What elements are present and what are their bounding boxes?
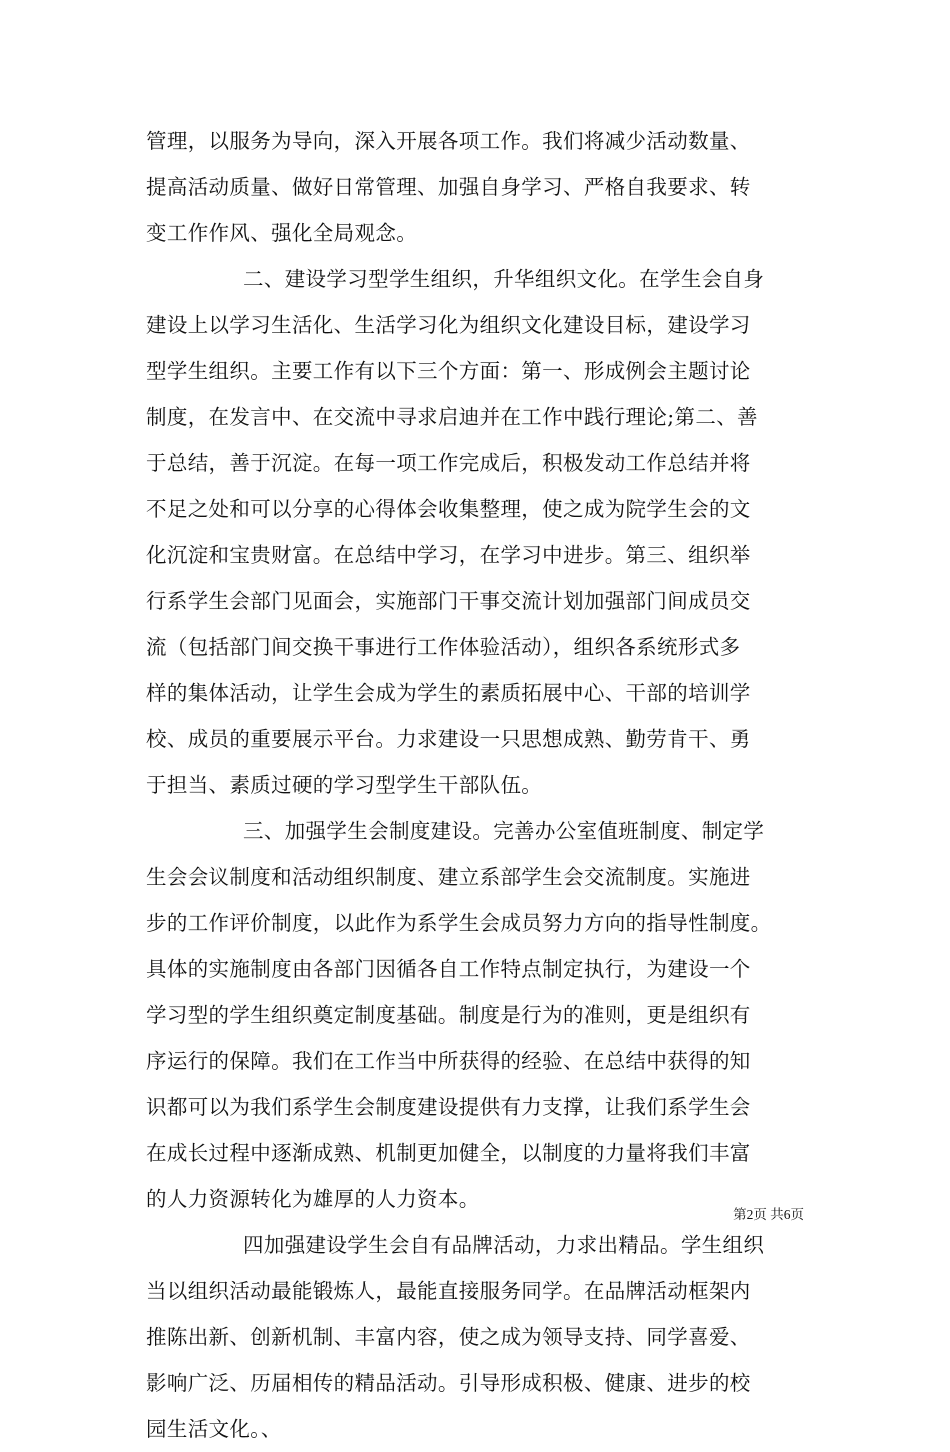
text-line: 三、加强学生会制度建设。完善办公室值班制度、制定学	[243, 819, 765, 843]
text-line: 步的工作评价制度，以此作为系学生会成员努力方向的指导性制度。	[146, 911, 772, 935]
text-line: 影响广泛、历届相传的精品活动。引导形成积极、健康、进步的校	[146, 1371, 751, 1395]
text-line: 制度，在发言中、在交流中寻求启迪并在工作中践行理论;第二、善	[146, 405, 758, 429]
text-line: 校、成员的重要展示平台。力求建设一只思想成熟、勤劳肯干、勇	[146, 727, 751, 751]
text-line: 不足之处和可以分享的心得体会收集整理，使之成为院学生会的文	[146, 497, 751, 521]
text-line: 样的集体活动，让学生会成为学生的素质拓展中心、干部的培训学	[146, 681, 751, 705]
text-line: 学习型的学生组织奠定制度基础。制度是行为的准则，更是组织有	[146, 1003, 751, 1027]
text-line: 当以组织活动最能锻炼人，最能直接服务同学。在品牌活动框架内	[146, 1279, 751, 1303]
text-line: 型学生组织。主要工作有以下三个方面：第一、形成例会主题讨论	[146, 359, 751, 383]
text-line: 生会会议制度和活动组织制度、建立系部学生会交流制度。实施进	[146, 865, 751, 889]
paragraph-1	[146, 118, 810, 256]
text-line: 二、建设学习型学生组织，升华组织文化。在学生会自身	[243, 267, 765, 291]
text-line: 变工作作风、强化全局观念。	[146, 221, 418, 245]
text-line: 四加强建设学生会自有品牌活动，力求出精品。学生组织	[243, 1233, 765, 1257]
text-line: 推陈出新、创新机制、丰富内容，使之成为领导支持、同学喜爱、	[146, 1325, 751, 1349]
text-line: 行系学生会部门见面会，实施部门干事交流计划加强部门间成员交	[146, 589, 751, 613]
text-line: 园生活文化。、	[146, 1417, 282, 1441]
paragraph-2	[146, 256, 810, 808]
text-line: 提高活动质量、做好日常管理、加强自身学习、严格自我要求、转	[146, 175, 751, 199]
text-line: 建设上以学习生活化、生活学习化为组织文化建设目标，建设学习	[146, 313, 751, 337]
footer-middle: 页 共	[753, 1207, 784, 1222]
paragraph-4	[146, 1222, 810, 1452]
document-body	[146, 118, 810, 1452]
text-line: 于担当、素质过硬的学习型学生干部队伍。	[146, 773, 543, 797]
text-line: 的人力资源转化为雄厚的人力资本。	[146, 1187, 480, 1211]
text-line: 识都可以为我们系学生会制度建设提供有力支撑，让我们系学生会	[146, 1095, 751, 1119]
page-number-footer	[640, 1203, 804, 1223]
text-line: 具体的实施制度由各部门因循各自工作特点制定执行，为建设一个	[146, 957, 751, 981]
total-page-number: 6	[783, 1207, 791, 1222]
text-line: 化沉淀和宝贵财富。在总结中学习，在学习中进步。第三、组织举	[146, 543, 751, 567]
text-line: 于总结，善于沉淀。在每一项工作完成后，积极发动工作总结并将	[146, 451, 751, 475]
paragraph-3	[146, 808, 810, 1222]
footer-prefix: 第	[733, 1207, 747, 1222]
footer-suffix: 页	[790, 1207, 804, 1222]
text-line: 管理，以服务为导向，深入开展各项工作。我们将减少活动数量、	[146, 129, 751, 153]
text-line: 流（包括部门间交换干事进行工作体验活动），组织各系统形式多	[146, 635, 741, 659]
current-page-number: 2	[746, 1207, 754, 1222]
text-line: 序运行的保障。我们在工作当中所获得的经验、在总结中获得的知	[146, 1049, 751, 1073]
text-line: 在成长过程中逐渐成熟、机制更加健全，以制度的力量将我们丰富	[146, 1141, 751, 1165]
